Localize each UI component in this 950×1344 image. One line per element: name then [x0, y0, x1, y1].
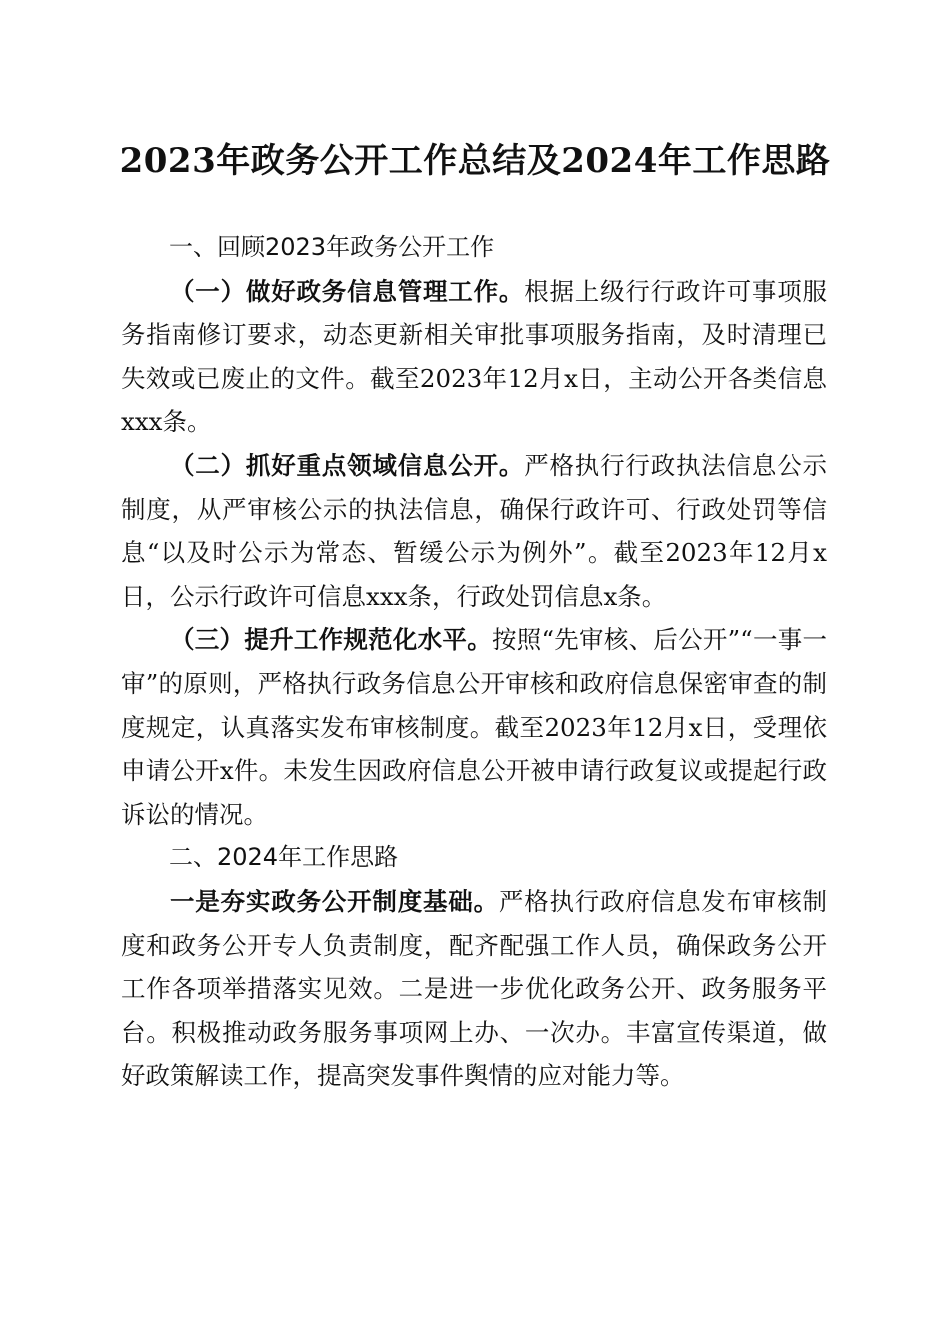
paragraph-3-lead: （三）提升工作规范化水平。 [170, 625, 492, 655]
paragraph-4-lead: 一是夯实政务公开制度基础。 [170, 886, 499, 916]
paragraph-2-text: 严格执行行政执法信息公示制度，从严审核公示的执法信息，确保行政许可、行政处罚等信息“以及时公示为常态、暂缓公示为例外”。截至2023年12月x日，公示行政许可信息xxx条，行政处罚信息x条。 [121, 450, 828, 611]
paragraph-3-text: 按照“先审核、后公开”“一事一审”的原则，严格执行政务信息公开审核和政府信息保密审查的制度规定，认真落实发布审核制度。截至2023年12月x日，受理依申请公开x件。未发生因政府信息公开被申请行政复议或提起行政诉讼的情况。 [121, 625, 828, 829]
paragraph-3 [121, 618, 827, 836]
paragraph-1-text: 根据上级行行政许可事项服务指南修订要求，动态更新相关审批事项服务指南，及时清理已失效或已废止的文件。截至2023年12月x日，主动公开各类信息xxx条。 [121, 276, 828, 437]
paragraph-1-lead: （一）做好政务信息管理工作。 [170, 276, 525, 306]
document-title: 2023年政务公开工作总结及2024年工作思路 [119, 141, 831, 181]
paragraph-4-text: 严格执行政府信息发布审核制度和政务公开专人负责制度，配齐配强工作人员，确保政务公开工作各项举措落实见效。二是进一步优化政务公开、政务服务平台。积极推动政务服务事项网上办、一次办。丰富宣传渠道，做好政策解读工作，提高突发事件舆情的应对能力等。 [121, 886, 828, 1091]
section-2-heading: 二、2024年工作思路 [169, 843, 399, 872]
paragraph-4 [121, 880, 827, 1098]
section-1-heading: 一、回顾2023年政务公开工作 [169, 233, 495, 261]
paragraph-2 [121, 444, 827, 618]
document-body [121, 226, 827, 1098]
paragraph-2-lead: （二）抓好重点领域信息公开。 [170, 450, 525, 480]
paragraph-1 [121, 270, 827, 444]
